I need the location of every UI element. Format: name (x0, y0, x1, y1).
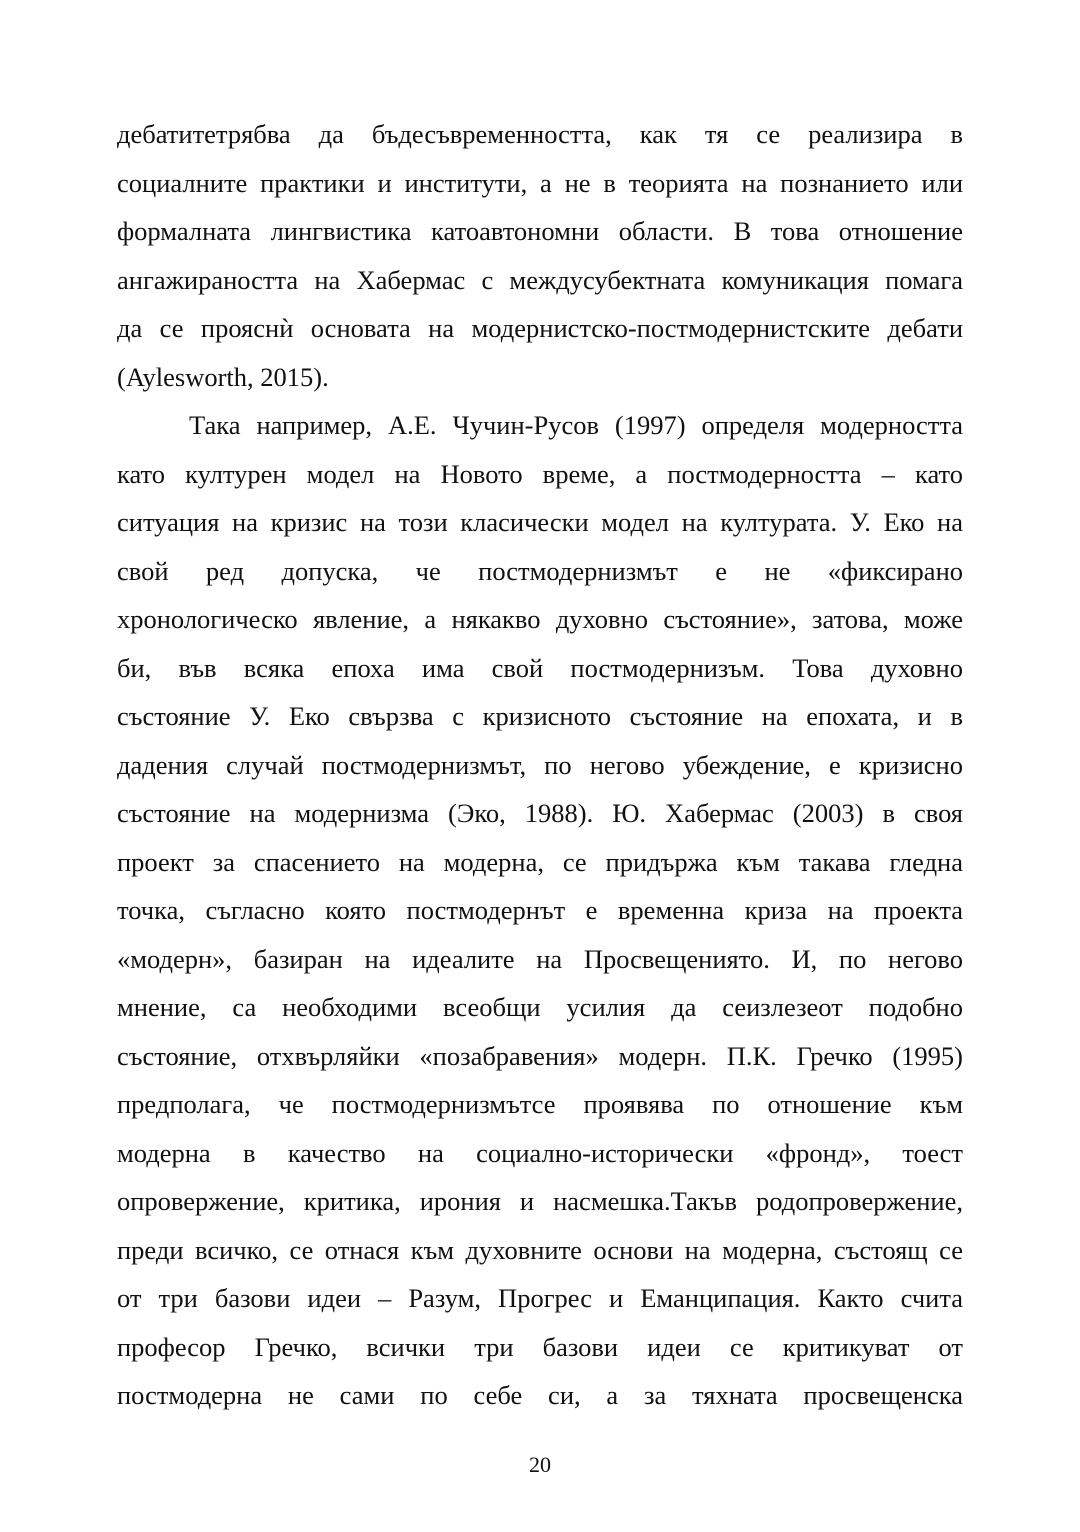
text-line: състояние, отхвърляйки «позабравения» модерн. П.К. Гречко (1995) (117, 1040, 963, 1071)
page-number: 20 (529, 1452, 551, 1477)
paragraph-first-line: Така например, А.Е. Чучин-Русов (1997) определя модерността (189, 410, 963, 440)
text-line: (Aylesworth, 2015). (117, 361, 329, 392)
text-line: ситуация на кризис на този класически модел на културата. У. Еко на (117, 507, 963, 537)
text-line: от три базови идеи – Разум, Прогрес и Еманципация. Както счита (117, 1283, 963, 1313)
text-line: проект за спасението на модерна, се придържа към такава гледна (117, 846, 963, 877)
text-line: хронологическо явление, а някакво духовно състояние», затова, може (117, 604, 963, 634)
text-line: професор Гречко, всички три базови идеи се критикуват от (117, 1331, 963, 1362)
text-line: опровержение, критика, ирония и насмешка.Такъв родопровержение, (117, 1186, 963, 1216)
text-line: модерна в качество на социално-исторически «фронд», тоест (117, 1137, 963, 1168)
text-line: дебатитетрябва да бъдесъвременността, как тя се реализира в (117, 119, 963, 149)
text-line: формалната лингвистика катоавтономни области. В това отношение (117, 216, 963, 246)
text-line: предполага, че постмодернизмътсе проявява по отношение към (117, 1089, 963, 1119)
text-line: постмодерна не сами по себе си, а за тяхната просвещенска (117, 1380, 963, 1410)
text-line: свой ред допуска, че постмодернизмът е не «фиксирано (117, 555, 963, 586)
text-line: преди всичко, се отнася към духовните основи на модерна, състоящ се (117, 1234, 963, 1265)
text-line: социалните практики и институти, а не в теорията на познанието или (117, 167, 963, 198)
text-line: да се прояснѝ основата на модернистско-постмодернистските дебати (117, 313, 963, 343)
text-line: състояние на модернизма (Эко, 1988). Ю. Хабермас (2003) в своя (117, 798, 963, 828)
text-line: би, във всяка епоха има свой постмодернизъм. Това духовно (117, 652, 963, 683)
text-line: дадения случай постмодернизмът, по негово убеждение, е кризисно (117, 749, 963, 780)
text-line: като културен модел на Новото време, а постмодерността – като (117, 458, 963, 489)
text-line: състояние У. Еко свързва с кризисното състояние на епохата, и в (117, 701, 963, 731)
text-line: «модерн», базиран на идеалите на Просвещениято. И, по негово (117, 943, 963, 974)
text-line: точка, съгласно която постмодернът е временна криза на проекта (117, 895, 963, 925)
text-line: ангажираността на Хабермас с междусубектната комуникация помага (117, 264, 963, 295)
body-text (117, 110, 963, 1420)
text-line: мнение, са необходими всеобщи усилия да сеизлезеот подобно (117, 992, 963, 1022)
